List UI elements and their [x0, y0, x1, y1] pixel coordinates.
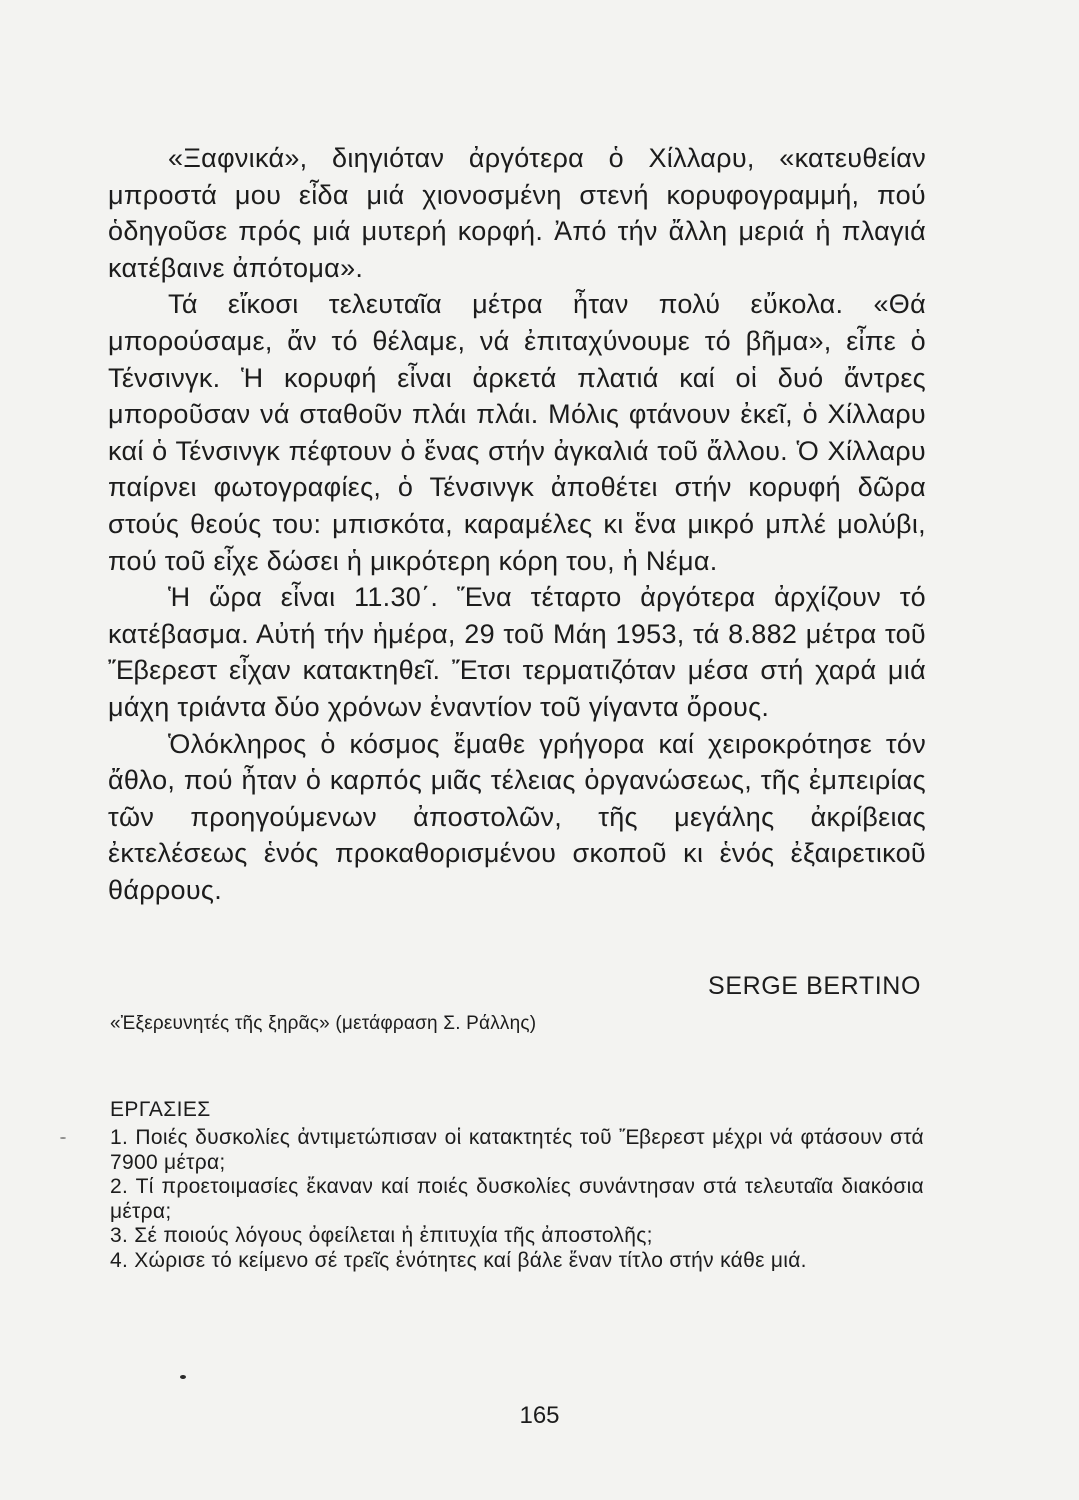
paragraph-2: Τά εἴκοσι τελευταῖα μέτρα ἦταν πολύ εὔκολα. «Θά μπορούσαμε, ἄν τό θέλαμε, νά ἐπιταχύνουμε τό βῆμα», εἶπε ὁ Τένσινγκ. Ἡ κορυφή εἶναι ἀρκετά πλατιά καί οἱ δυό ἄντρες μποροῦσαν νά σταθοῦν πλάι πλάι. Μόλις φτάνουν ἐκεῖ, ὁ Χίλλαρυ καί ὁ Τένσινγκ πέφτουν ὁ ἕνας στήν ἀγκαλιά τοῦ ἄλλου. Ὁ Χίλλαρυ παίρνει φωτογραφίες, ὁ Τένσινγκ ἀποθέτει στήν κορυφή δῶρα στούς θεούς του: μπισκότα, καραμέλες κι ἕνα μικρό μπλέ μολύβι, πού τοῦ εἶχε δώσει ἡ μικρότερη κόρη του, ἡ Νέμα.: [108, 289, 926, 576]
author-name: SERGE BERTINO: [708, 972, 921, 1000]
exercise-item-3: 3. Σέ ποιούς λόγους ὀφείλεται ἡ ἐπιτυχία τῆς ἀποστολῆς;: [110, 1224, 653, 1248]
exercises-list: [110, 1126, 924, 1274]
ink-speck: [60, 1137, 66, 1139]
exercise-item-4: 4. Χώρισε τό κείμενο σέ τρεῖς ἑνότητες καί βάλε ἕναν τίτλο στήν κάθε μιά.: [110, 1248, 807, 1272]
exercises-title: ΕΡΓΑΣΙΕΣ: [110, 1098, 211, 1121]
ink-speck: [180, 1375, 186, 1379]
main-text: [108, 140, 926, 908]
exercise-item-2: 2. Τί προετοιμασίες ἔκαναν καί ποιές δυσκολίες συνάντησαν στά τελευταῖα διακόσια μέτρα;: [110, 1175, 924, 1223]
paragraph-3: Ἡ ὥρα εἶναι 11.30΄. Ἕνα τέταρτο ἀργότερα ἀρχίζουν τό κατέβασμα. Αὐτή τήν ἡμέρα, 29 τοῦ Μάη 1953, τά 8.882 μέτρα τοῦ Ἔβερεστ εἶχαν κατακτηθεῖ. Ἔτσι τερματιζόταν μέσα στή χαρά μιά μάχη τριάντα δύο χρόνων ἐναντίον τοῦ γίγαντα ὄρους.: [108, 582, 926, 722]
paragraph-1: «Ξαφνικά», διηγιόταν ἀργότερα ὁ Χίλλαρυ, «κατευθείαν μπροστά μου εἶδα μιά χιονοσμένη στενή κορυφογραμμή, πού ὁδηγοῦσε πρός μιά μυτερή κορφή. Ἀπό τήν ἄλλη μεριά ἡ πλαγιά κατέβαινε ἀπότομα».: [108, 143, 926, 283]
page-number: 165: [519, 1402, 560, 1429]
paragraph-4: Ὁλόκληρος ὁ κόσμος ἔμαθε γρήγορα καί χειροκρότησε τόν ἄθλο, πού ἦταν ὁ καρπός μιᾶς τέλειας ὀργανώσεως, τῆς ἐμπειρίας τῶν προηγούμενων ἀποστολῶν, τῆς μεγάλης ἀκρίβειας ἐκτελέσεως ἑνός προκαθορισμένου σκοποῦ κι ἑνός ἐξαιρετικοῦ θάρρους.: [108, 728, 926, 905]
source-citation: «Ἐξερευνητές τῆς ξηρᾶς» (μετάφραση Σ. Ράλλης): [110, 1013, 537, 1034]
exercise-item-1: 1. Ποιές δυσκολίες ἀντιμετώπισαν οἱ κατακτητές τοῦ Ἔβερεστ μέχρι νά φτάσουν στά 7900 μέτρα;: [110, 1126, 924, 1174]
